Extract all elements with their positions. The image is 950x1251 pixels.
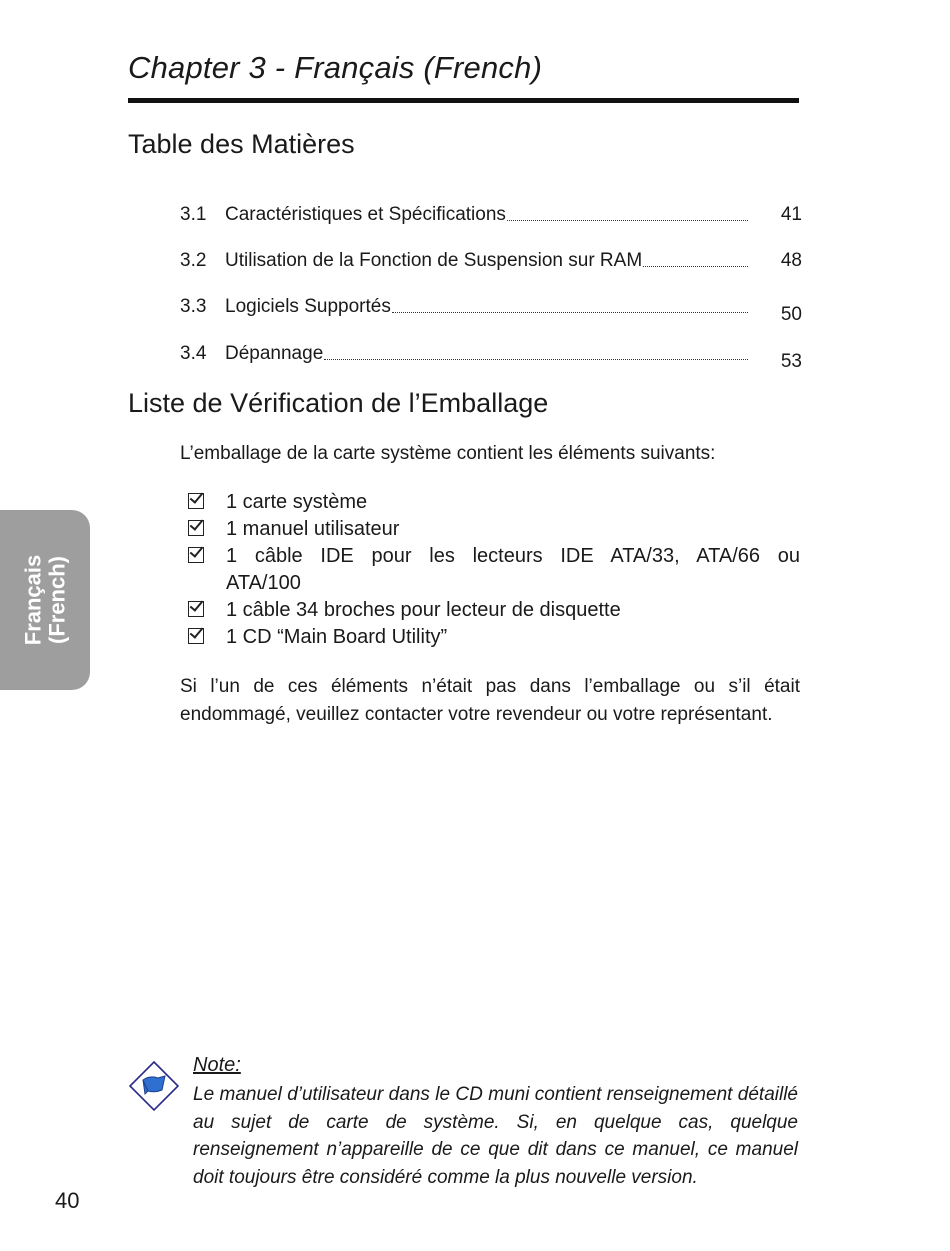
list-item: [186, 516, 800, 543]
list-item: [186, 624, 800, 651]
note-label: Note:: [193, 1054, 241, 1076]
toc-entry-title: Caractéristiques et Spécifications: [225, 204, 506, 225]
list-item: [186, 489, 800, 516]
packing-closing-paragraph: Si l’un de ces éléments n’était pas dans l’emballage ou s’il était endommagé, veuillez contacter votre revendeur ou votre représentant.: [180, 676, 800, 725]
toc-entry-title: Dépannage: [225, 343, 324, 364]
toc-entry-page: 50: [780, 304, 802, 325]
toc-entry-title: Utilisation de la Fonction de Suspension sur RAM: [225, 250, 643, 271]
checked-box-icon: [188, 628, 204, 644]
side-tab-line-1: Français: [20, 554, 45, 646]
chapter-title: Chapter 3 - Français (French): [128, 50, 543, 85]
list-item: [186, 597, 800, 624]
language-side-tab: [0, 510, 90, 690]
side-tab-label: [21, 555, 69, 646]
toc-heading: Table des Matières: [128, 129, 355, 159]
toc-entry-number: 3.1: [180, 204, 207, 225]
toc-entry[interactable]: [180, 242, 802, 272]
checked-box-icon: [188, 601, 204, 617]
toc-entry-title: Logiciels Supportés: [225, 296, 391, 317]
list-item-text: 1 manuel utilisateur: [226, 518, 400, 540]
toc-entry-number: 3.4: [180, 343, 207, 364]
note-scroll-icon: [128, 1060, 180, 1112]
chapter-rule: [128, 98, 799, 103]
page-number: 40: [55, 1188, 80, 1213]
note-body: Le manuel d’utilisateur dans le CD muni contient renseignement détaillé au sujet de carte de système. Si, en quelque cas, quelque renseignement n’appareille de ce que dit dans ce manuel, ce manuel doit toujours être considéré comme la plus nouvelle version.: [193, 1084, 798, 1188]
packing-checklist: [186, 489, 800, 651]
toc-entry[interactable]: [180, 335, 802, 372]
toc-leader-dots: [643, 265, 748, 267]
toc-entry-page: 48: [780, 250, 802, 271]
toc-leader-dots: [507, 219, 748, 221]
side-tab-line-2: (French): [44, 556, 69, 644]
toc-entry[interactable]: [180, 288, 802, 325]
list-item: [186, 543, 800, 597]
toc-entry-number: 3.3: [180, 296, 207, 317]
toc-leader-dots: [324, 358, 748, 360]
toc-entry[interactable]: [180, 196, 802, 226]
toc-leader-dots: [392, 311, 748, 313]
list-item-text: 1 CD “Main Board Utility”: [226, 626, 448, 648]
toc-entry-number: 3.2: [180, 250, 207, 271]
checked-box-icon: [188, 547, 204, 563]
packing-list-heading: Liste de Vérification de l’Emballage: [128, 388, 549, 418]
packing-intro: L’emballage de la carte système contient les éléments suivants:: [180, 443, 716, 464]
list-item-text: 1 câble IDE pour les lecteurs IDE ATA/33, ATA/66 ou ATA/100: [226, 545, 800, 594]
toc-entry-page: 41: [780, 204, 802, 225]
list-item-text: 1 câble 34 broches pour lecteur de disquette: [226, 599, 621, 621]
checked-box-icon: [188, 493, 204, 509]
toc-entry-page: 53: [780, 351, 802, 372]
list-item-text: 1 carte système: [226, 491, 368, 513]
checked-box-icon: [188, 520, 204, 536]
